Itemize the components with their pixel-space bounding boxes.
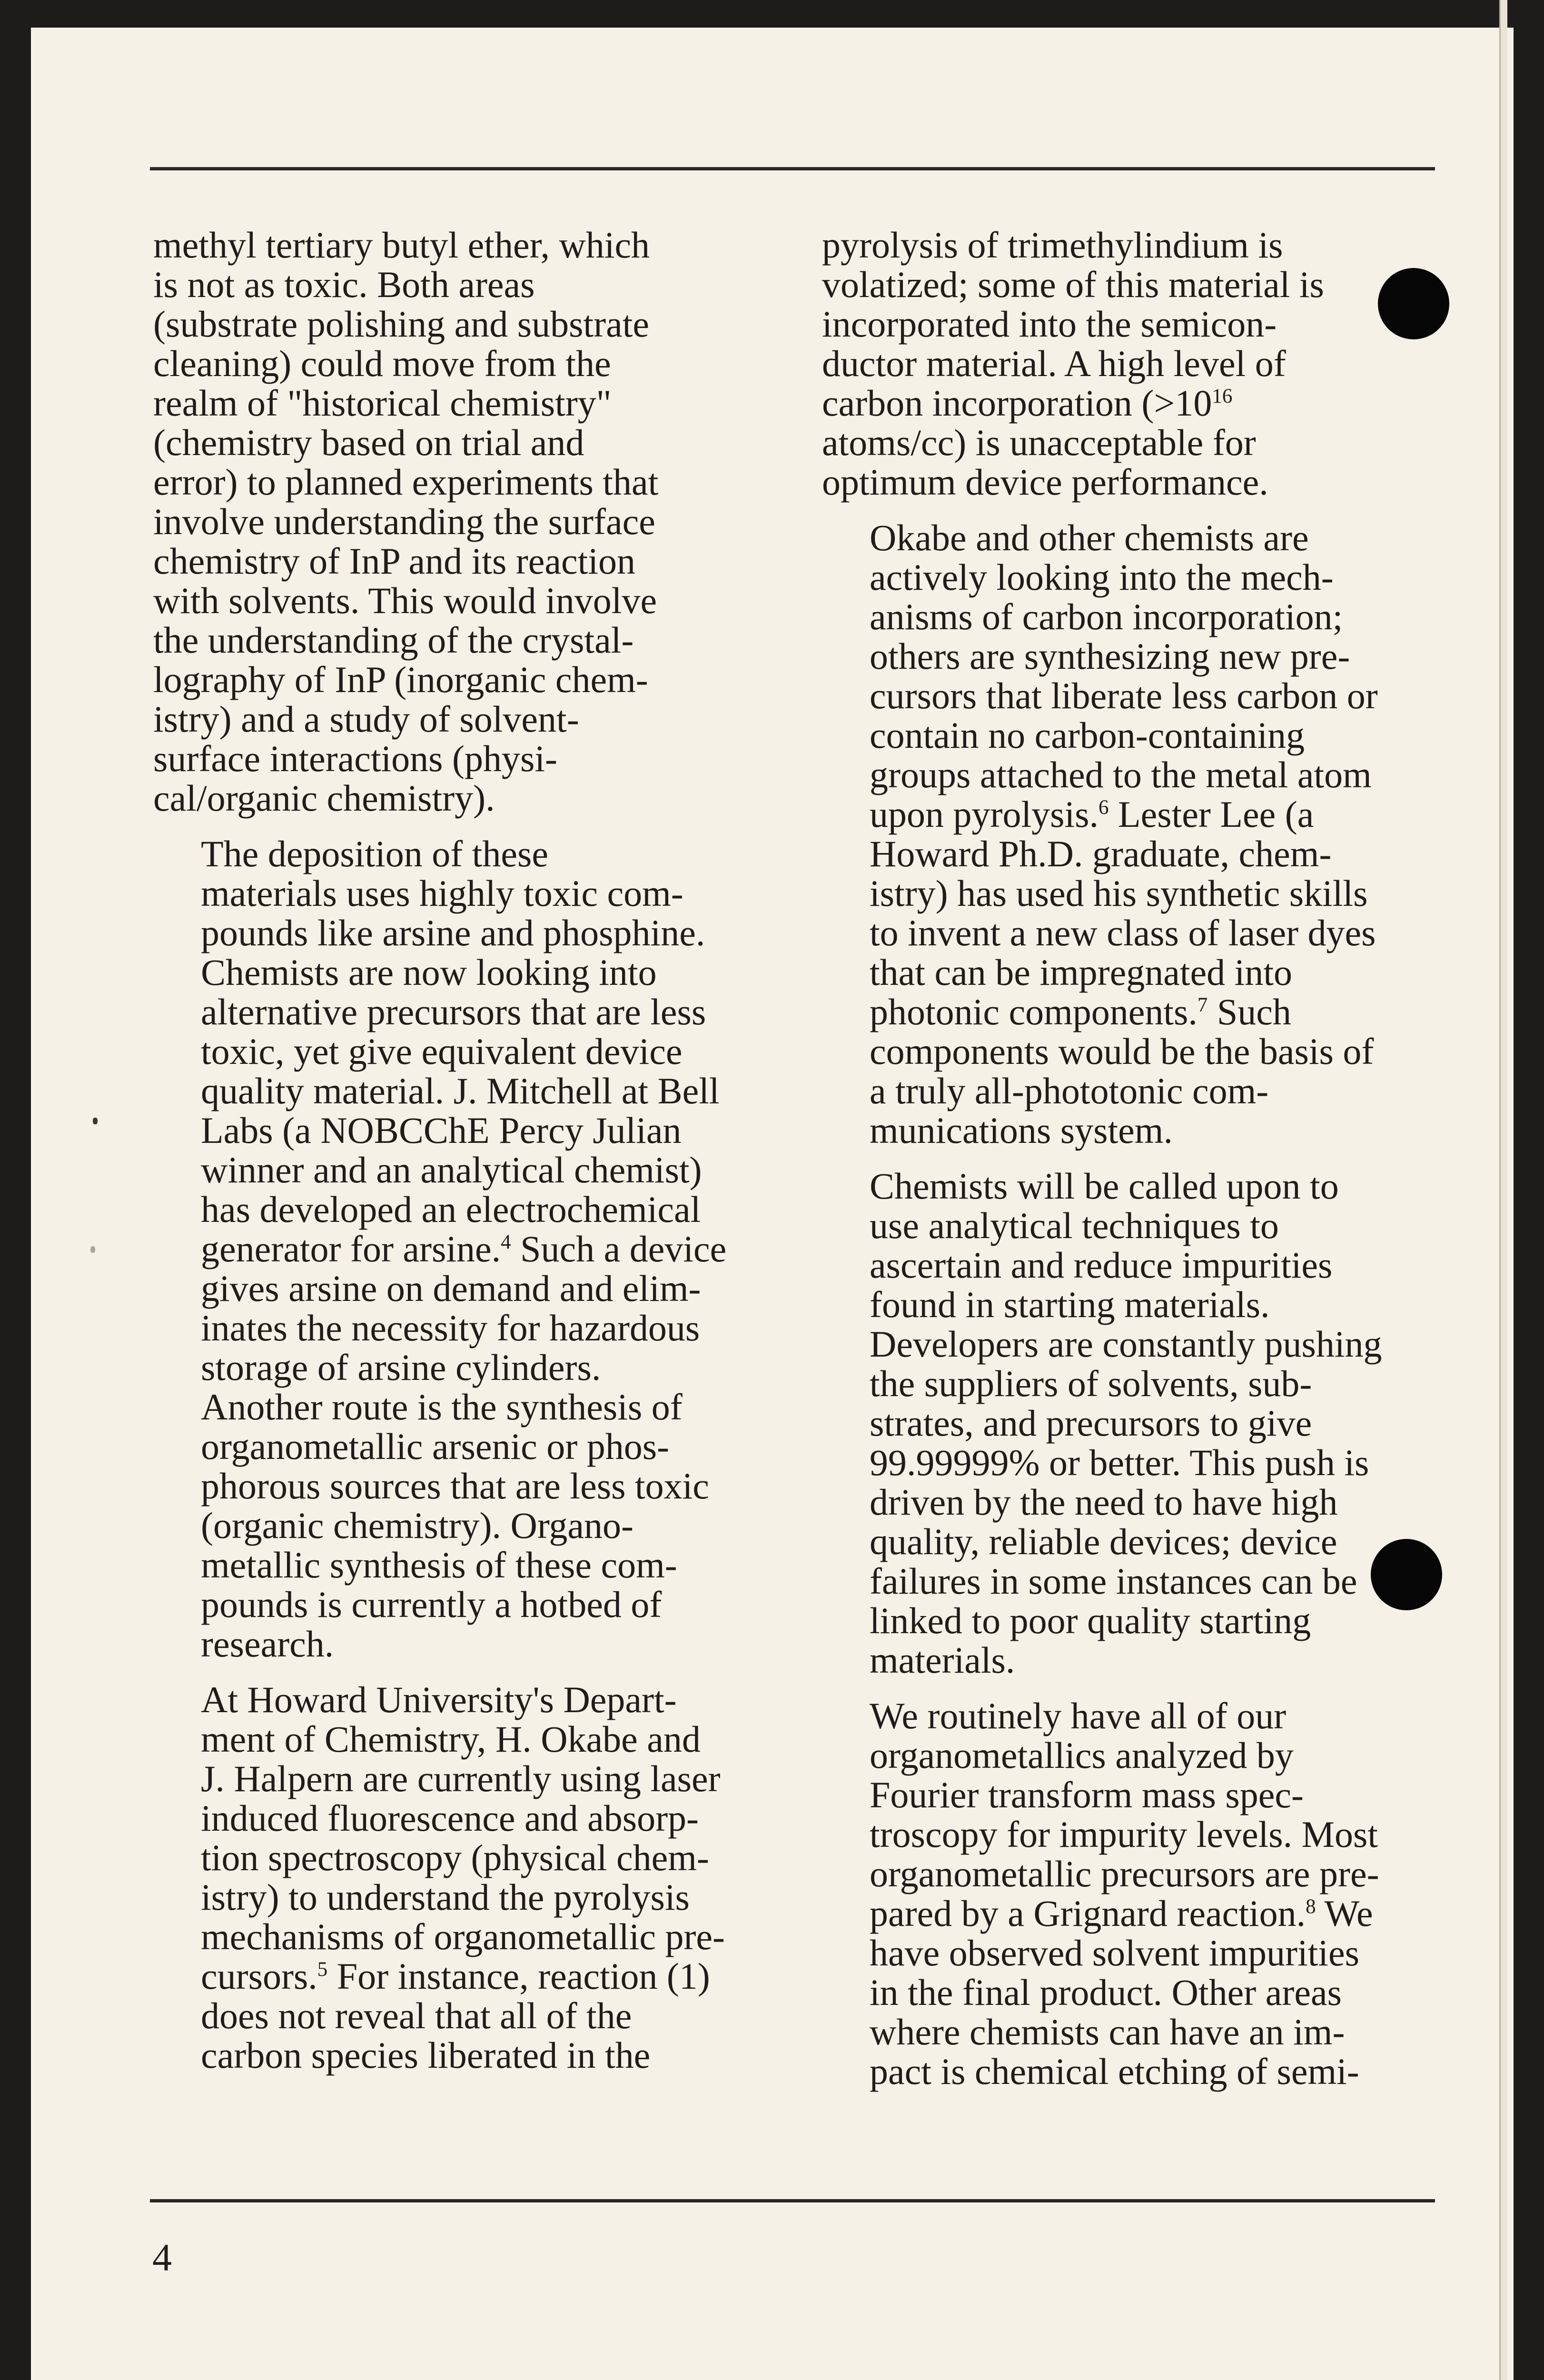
- text-line: Developers are constantly pushing: [870, 1323, 1382, 1365]
- text-line: generator for arsine.$^4$ Such a device: [201, 1228, 727, 1269]
- text-line: pounds like arsine and phosphine.: [201, 912, 705, 953]
- page-number: 4: [152, 2236, 172, 2279]
- text-line: The deposition of these: [201, 833, 548, 874]
- text-line: cursors.$^5$ For instance, reaction (1): [201, 1955, 710, 1997]
- text-line: with solvents. This would involve: [153, 580, 657, 621]
- text-line: Howard Ph.D. graduate, chem-: [870, 833, 1332, 874]
- text-line: 99.99999% or better. This push is: [870, 1442, 1369, 1483]
- text-line: actively looking into the mech-: [870, 556, 1334, 598]
- text-line: gives arsine on demand and elim-: [201, 1268, 701, 1309]
- paragraph: [153, 225, 777, 818]
- text-line: error) to planned experiments that: [153, 461, 659, 503]
- text-line: photonic components.$^7$ Such: [870, 991, 1291, 1032]
- text-line: Chemists will be called upon to: [870, 1165, 1339, 1207]
- text-line: does not reveal that all of the: [201, 1995, 632, 2036]
- text-line: that can be impregnated into: [870, 952, 1293, 993]
- paragraph: [822, 225, 1436, 502]
- text-line: We routinely have all of our: [870, 1695, 1287, 1736]
- text-line: where chemists can have an im-: [870, 2011, 1345, 2053]
- text-line: atoms/cc) is unacceptable for: [822, 422, 1256, 463]
- text-line: realm of "historical chemistry": [153, 382, 612, 424]
- ink-fleck: [93, 1118, 98, 1124]
- text-line: istry) and a study of solvent-: [153, 698, 579, 740]
- text-line: optimum device performance.: [822, 461, 1268, 503]
- footnote-ref: 8: [1306, 1895, 1316, 1918]
- top-rule: [150, 167, 1435, 170]
- footnote-ref: 6: [1099, 796, 1109, 819]
- text-line: chemistry of InP and its reaction: [153, 540, 636, 582]
- text-line: Another route is the synthesis of: [201, 1386, 683, 1428]
- text-line: storage of arsine cylinders.: [201, 1347, 601, 1388]
- text-line: methyl tertiary butyl ether, which: [153, 224, 650, 266]
- text-line: others are synthesizing new pre-: [870, 635, 1350, 677]
- text-line: lography of InP (inorganic chem-: [153, 659, 648, 700]
- footnote-ref: 7: [1197, 994, 1208, 1016]
- text-line: pounds is currently a hotbed of: [201, 1584, 662, 1625]
- text-line: (substrate polishing and substrate: [153, 303, 649, 345]
- text-line: winner and an analytical chemist): [201, 1149, 702, 1190]
- text-line: pact is chemical etching of semi-: [870, 2051, 1359, 2092]
- text-line: linked to poor quality starting: [870, 1600, 1311, 1641]
- footnote-ref: 5: [317, 1958, 328, 1981]
- text-line: use analytical techniques to: [870, 1205, 1279, 1246]
- text-line: quality, reliable devices; device: [870, 1521, 1337, 1562]
- text-line: ascertain and reduce impurities: [870, 1244, 1333, 1286]
- text-line: alternative precursors that are less: [201, 991, 706, 1032]
- text-line: organometallic arsenic or phos-: [201, 1426, 670, 1467]
- text-line: pared by a Grignard reaction.$^8$ We: [870, 1893, 1373, 1934]
- right-column: [822, 225, 1436, 2107]
- text-line: the suppliers of solvents, sub-: [870, 1363, 1312, 1404]
- ink-fleck: [90, 1246, 95, 1253]
- text-line: upon pyrolysis.$^6$ Lester Lee (a: [870, 793, 1314, 835]
- text-line: driven by the need to have high: [870, 1481, 1338, 1523]
- text-line: quality material. J. Mitchell at Bell: [201, 1070, 720, 1111]
- text-line: inates the necessity for hazardous: [201, 1307, 700, 1349]
- text-line: ductor material. A high level of: [822, 343, 1286, 384]
- footnote-ref: 16: [1212, 385, 1233, 407]
- text-line: have observed solvent impurities: [870, 1932, 1359, 1973]
- punch-hole-top: [1378, 268, 1449, 339]
- text-line: troscopy for impurity levels. Most: [870, 1814, 1378, 1855]
- text-line: induced fluorescence and absorp-: [201, 1797, 699, 1839]
- text-line: strates, and precursors to give: [870, 1402, 1312, 1444]
- text-line: anisms of carbon incorporation;: [870, 596, 1343, 637]
- text-line: involve understanding the surface: [153, 501, 655, 542]
- text-line: Chemists are now looking into: [201, 952, 657, 993]
- text-line: failures in some instances can be: [870, 1560, 1357, 1602]
- text-line: components would be the basis of: [870, 1031, 1374, 1072]
- text-line: metallic synthesis of these com-: [201, 1544, 677, 1586]
- text-line: organometallics analyzed by: [870, 1735, 1294, 1776]
- text-line: pyrolysis of trimethylindium is: [822, 224, 1283, 266]
- text-line: Fourier transform mass spec-: [870, 1774, 1304, 1815]
- text-line: Labs (a NOBCChE Percy Julian: [201, 1110, 682, 1151]
- text-line: groups attached to the metal atom: [870, 754, 1372, 795]
- text-line: (chemistry based on trial and: [153, 422, 584, 463]
- text-line: J. Halpern are currently using laser: [201, 1758, 721, 1799]
- text-line: contain no carbon-containing: [870, 714, 1305, 756]
- text-line: istry) has used his synthetic skills: [870, 873, 1368, 914]
- text-line: found in starting materials.: [870, 1284, 1270, 1325]
- paragraph: [153, 834, 777, 1664]
- text-line: istry) to understand the pyrolysis: [201, 1876, 690, 1918]
- text-line: ment of Chemistry, H. Okabe and: [201, 1718, 701, 1760]
- paragraph: [822, 1696, 1436, 2091]
- text-line: the understanding of the crystal-: [153, 619, 634, 661]
- text-line: At Howard University's Depart-: [201, 1679, 677, 1720]
- text-line: carbon species liberated in the: [201, 2034, 651, 2076]
- text-line: materials.: [870, 1639, 1015, 1681]
- text-line: has developed an electrochemical: [201, 1189, 701, 1230]
- text-line: materials uses highly toxic com-: [201, 873, 683, 914]
- text-line: organometallic precursors are pre-: [870, 1853, 1379, 1894]
- text-line: toxic, yet give equivalent device: [201, 1031, 683, 1072]
- text-line: incorporated into the semicon-: [822, 303, 1277, 345]
- text-line: munications system.: [870, 1110, 1173, 1151]
- footnote-ref: 4: [501, 1231, 511, 1253]
- text-line: cleaning) could move from the: [153, 343, 611, 384]
- text-line: to invent a new class of laser dyes: [870, 912, 1376, 953]
- bottom-rule: [150, 2199, 1435, 2202]
- document-page: [31, 28, 1514, 2380]
- text-line: tion spectroscopy (physical chem-: [201, 1837, 709, 1878]
- text-line: is not as toxic. Both areas: [153, 264, 535, 305]
- paragraph: [822, 1166, 1436, 1680]
- paragraph: [153, 1680, 777, 2075]
- text-line: in the final product. Other areas: [870, 1972, 1342, 2013]
- text-line: phorous sources that are less toxic: [201, 1465, 709, 1507]
- text-line: volatized; some of this material is: [822, 264, 1324, 305]
- paragraph: [822, 518, 1436, 1150]
- punch-hole-bottom: [1371, 1539, 1442, 1610]
- text-line: carbon incorporation ($>10^{16}$: [822, 382, 1233, 424]
- text-line: (organic chemistry). Organo-: [201, 1505, 633, 1546]
- page-spine-edge: [1499, 0, 1507, 2380]
- text-line: surface interactions (physi-: [153, 738, 558, 779]
- text-line: research.: [201, 1623, 334, 1665]
- text-line: cal/organic chemistry).: [153, 777, 495, 819]
- text-line: cursors that liberate less carbon or: [870, 675, 1378, 716]
- text-line: Okabe and other chemists are: [870, 517, 1309, 558]
- text-line: a truly all-phototonic com-: [870, 1070, 1269, 1111]
- text-line: mechanisms of organometallic pre-: [201, 1916, 725, 1957]
- left-column: [153, 225, 777, 2091]
